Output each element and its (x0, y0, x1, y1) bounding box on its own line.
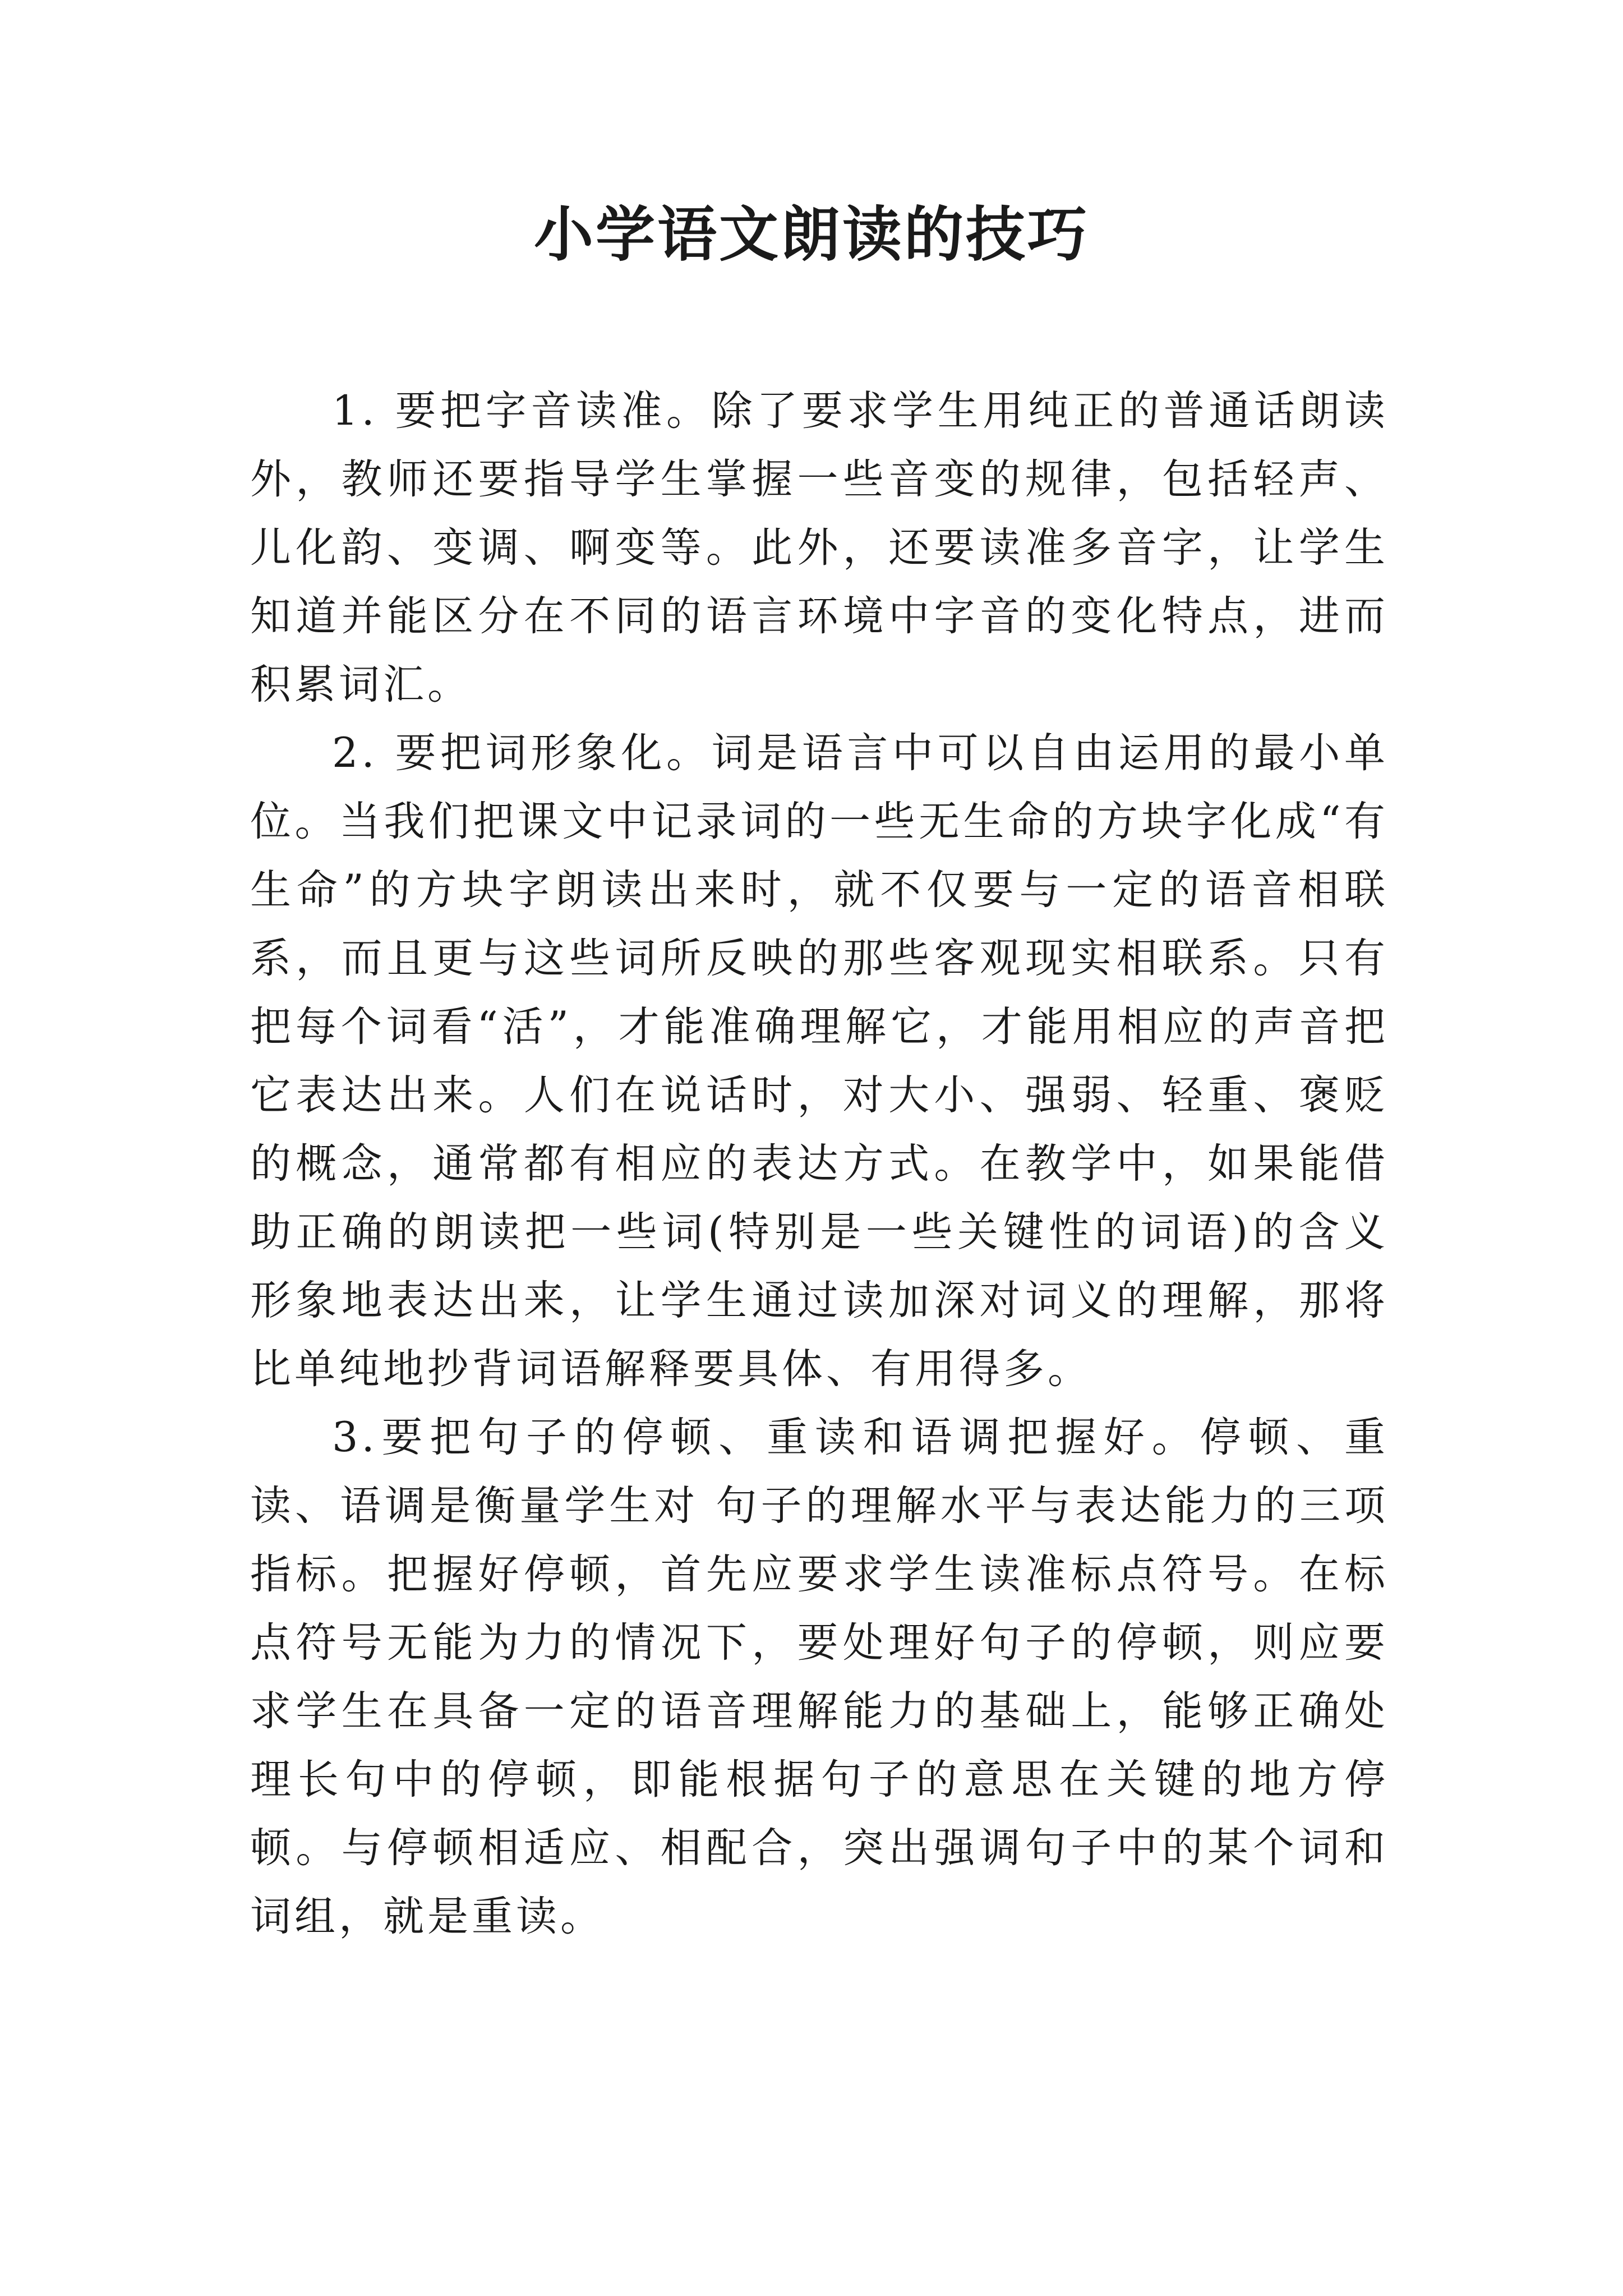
document-body (250, 377, 1389, 1951)
paragraph-1: 1. 要把字音读准。除了要求学生用纯正的普通话朗读外，教师还要指导学生掌握一些音变的规律，包括轻声、儿化韵、变调、啊变等。此外，还要读准多音字，让学生知道并能区分在不同的语言环境中字音的变化特点，进而积累词汇。 (250, 387, 1389, 708)
page-title: 小学语文朗读的技巧 (534, 199, 1089, 269)
paragraph-2: 2. 要把词形象化。词是语言中可以自由运用的最小单位。当我们把课文中记录词的一些无生命的方块字化成“有生命”的方块字朗读出来时，就不仅要与一定的语音相联系，而且更与这些词所反映的那些客观现实相联系。只有把每个词看“活”，才能准确理解它，才能用相应的声音把它表达出来。人们在说话时，对大小、强弱、轻重、褒贬的概念，通常都有相应的表达方式。在教学中，如果能借助正确的朗读把一些词(特别是一些关键性的词语)的含义形象地表达出来，让学生通过读加深对词义的理解，那将比单纯地抄背词语解释要具体、有用得多。 (250, 729, 1389, 1393)
paragraph-3: 3.要把句子的停顿、重读和语调把握好。停顿、重读、语调是衡量学生对 句子的理解水平与表达能力的三项指标。把握好停顿，首先应要求学生读准标点符号。在标点符号无能为力的情况下，要处理好句子的停顿，则应要求学生在具备一定的语音理解能力的基础上，能够正确处理长句中的停顿，即能根据句子的意思在关键的地方停顿。与停顿相适应、相配合，突出强调句子中的某个词和词组，就是重读。 (250, 1414, 1389, 1940)
